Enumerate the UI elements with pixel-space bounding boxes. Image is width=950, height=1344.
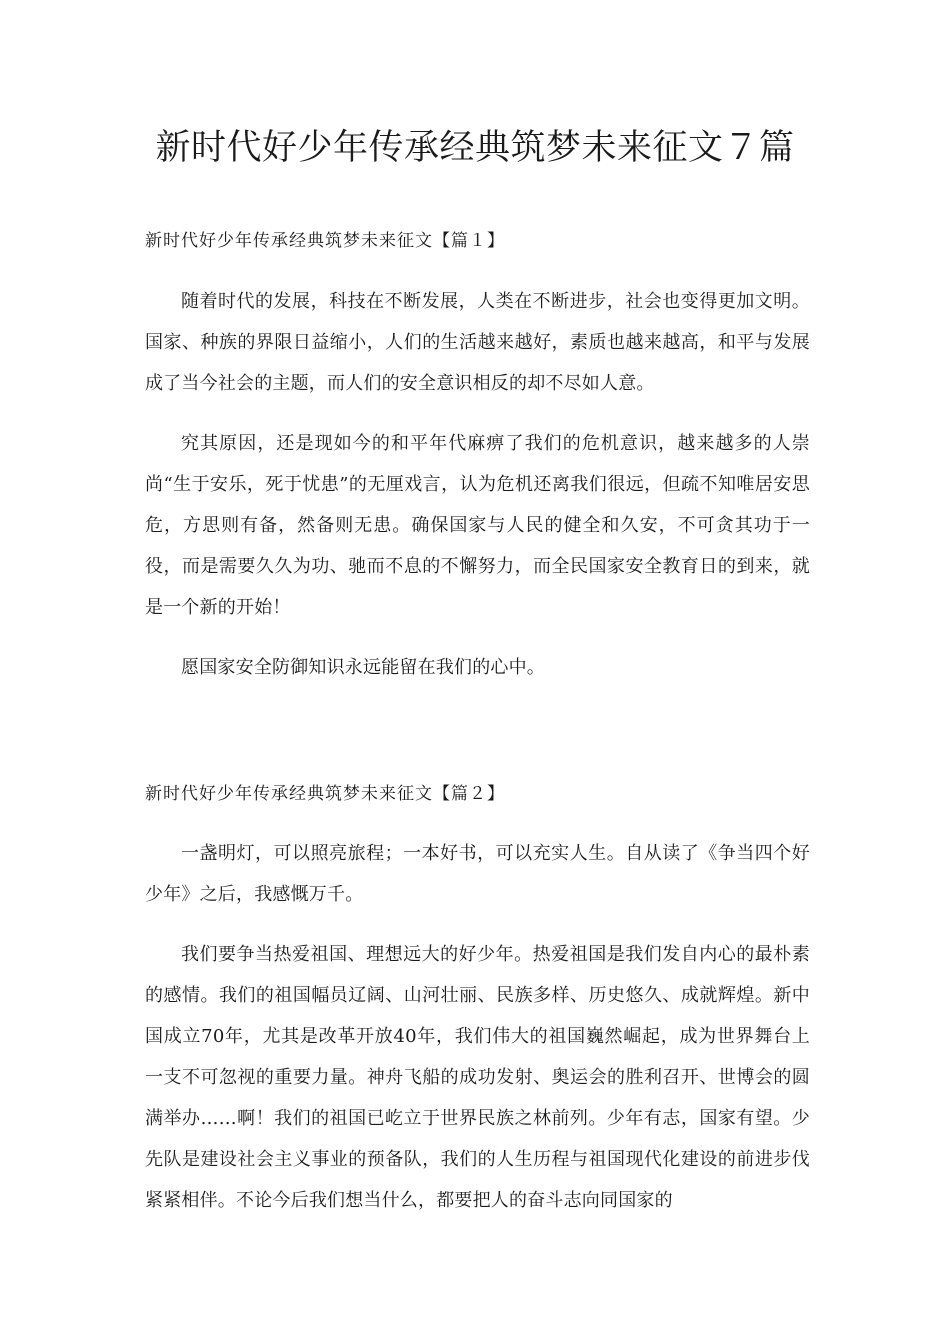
- essay-section-2: [145, 781, 810, 1221]
- section-heading: 新时代好少年传承经典筑梦未来征文【篇１】: [145, 231, 505, 251]
- paragraph: 我们要争当热爱祖国、理想远大的好少年。热爱祖国是我们发自内心的最朴素的感情。我们的祖国幅员辽阔、山河壮丽、民族多样、历史悠久、成就辉煌。新中国成立70年，尤其是改革开放40年，我们伟大的祖国巍然崛起，成为世界舞台上一支不可忽视的重要力量。神舟飞船的成功发射、奥运会的胜利召开、世博会的圆满举办……啊！我们的祖国已屹立于世界民族之林前列。少年有志，国家有望。少先队是建设社会主义事业的预备队，我们的人生历程与祖国现代化建设的前进步伐紧紧相伴。不论今后我们想当什么，都要把人的奋斗志向同国家的: [145, 944, 810, 1211]
- paragraph: 一盏明灯，可以照亮旅程；一本好书，可以充实人生。自从读了《争当四个好少年》之后，我感慨万千。: [145, 843, 810, 905]
- section-heading: 新时代好少年传承经典筑梦未来征文【篇２】: [145, 784, 505, 804]
- essay-section-1: [145, 228, 810, 688]
- paragraph: 愿国家安全防御知识永远能留在我们的心中。: [181, 657, 545, 678]
- paragraph: 随着时代的发展，科技在不断发展，人类在不断进步，社会也变得更加文明。国家、种族的界限日益缩小，人们的生活越来越好，素质也越来越高，和平与发展成了当今社会的主题，而人们的安全意识相反的却不尽如人意。: [145, 291, 810, 394]
- document-title: 新时代好少年传承经典筑梦未来征文７篇: [155, 128, 795, 168]
- paragraph: 究其原因，还是现如今的和平年代麻痹了我们的危机意识，越来越多的人崇尚“生于安乐，死于忧患”的无厘戏言，认为危机还离我们很远，但疏不知唯居安思危，方思则有备，然备则无患。确保国家与人民的健全和久安，不可贪其功于一役，而是需要久久为功、驰而不息的不懈努力，而全民国家安全教育日的到来，就是一个新的开始！: [145, 433, 810, 618]
